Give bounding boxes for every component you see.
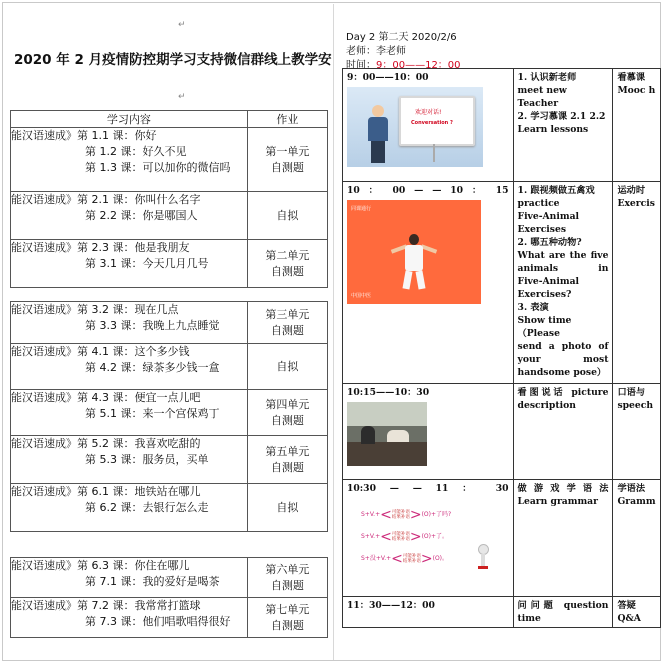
homework-cell: 第七单元 自测题 bbox=[247, 598, 327, 638]
homework-cell: 第五单元 自测题 bbox=[247, 436, 327, 484]
grammar-game-image bbox=[347, 500, 497, 582]
table-row: 能汉语速成》第 3.2 课：现在几点 第 3.3 课：我晚上九点睡觉 第三单元 自测题 bbox=[11, 302, 328, 344]
document-title: 2020 年 2 月疫情防控期学习支持微信群线上教学安 bbox=[14, 52, 332, 68]
homework-cell: 自拟 bbox=[247, 192, 327, 240]
table-row: 能汉语速成》第 5.2 课：我喜欢吃甜的 第 5.3 课：服务员，买单 第五单元 自测题 bbox=[11, 436, 328, 484]
table-row: 9：00——10：00 欢迎对话! Conversation ? 1. 认识新老师 meet new Teacher 2. 学习慕课 2.1 2.2 Learn lessons 看慕课 Mooc h bbox=[343, 69, 661, 182]
table-row: 11：30——12：00 问问题 question time 答疑 Q&A bbox=[343, 597, 661, 628]
paragraph-mark: ↵ bbox=[178, 20, 186, 30]
page-divider bbox=[333, 4, 334, 660]
homework-cell: 第六单元 自测题 bbox=[247, 558, 327, 598]
row-time: 10 ： 00 — — 10 ： 15 bbox=[347, 185, 509, 196]
table-row: 10 ： 00 — — 10 ： 15 同课通行 中国中医 1. 跟视频做五禽戏 practice Five-Animal Exercises 2. 哪五种动物? What are the five animals in Five-Animal Exercises? 3. 表演 Show time（Please send a photo of your most handsome pose） 运动时 Exercis bbox=[343, 182, 661, 384]
table-row: 能汉语速成》第 2.1 课：你叫什么名字 第 2.2 课：你是哪国人 自拟 bbox=[11, 192, 328, 240]
homework-cell: 自拟 bbox=[247, 484, 327, 532]
header-homework: 作业 bbox=[247, 111, 327, 128]
row-time: 10:15——10：30 bbox=[347, 387, 430, 398]
homework-cell: 第四单元 自测题 bbox=[247, 390, 327, 436]
homework-cell: 第二单元 自测题 bbox=[247, 240, 327, 288]
lesson-line: 第 1.3 课：可以加你的微信吗 bbox=[85, 161, 231, 174]
table-row: 能汉语速成》第 7.2 课：我常常打篮球 第 7.3 课：他们唱歌唱得很好 第七单元 自测题 bbox=[11, 598, 328, 638]
header-content: 学习内容 bbox=[11, 111, 248, 128]
lesson-line: 第 1.2 课：好久不见 bbox=[85, 145, 187, 158]
row-time: 10:30 — — 11 ： 30 bbox=[347, 483, 509, 494]
homework-cell: 自拟 bbox=[247, 344, 327, 390]
table-row: 能汉语速成》第 2.3 课：他是我朋友 第 3.1 课：今天几月几号 第二单元 自测题 bbox=[11, 240, 328, 288]
lesson-line: 能汉语速成》第 1.1 课：你好 bbox=[11, 129, 157, 142]
grammar-line: S+V.+<可能补语 结果补语>(O)+了吗? bbox=[361, 506, 452, 523]
homework-cell: 第一单元 自测题 bbox=[247, 128, 327, 192]
table-row bbox=[11, 128, 328, 192]
grammar-line: S+没+V.+<可能补语 结果补语>(O)。 bbox=[361, 550, 449, 567]
table-row: 能汉语速成》第 6.1 课：地铁站在哪儿 第 6.2 课：去银行怎么走 自拟 bbox=[11, 484, 328, 532]
classroom-photo bbox=[347, 402, 427, 466]
table-row: 能汉语速成》第 6.3 课：你住在哪儿 第 7.1 课：我的爱好是喝茶 第六单元 自测题 bbox=[11, 558, 328, 598]
teacher-label: 老师：李老师 bbox=[346, 46, 406, 57]
row-time: 9：00——10：00 bbox=[347, 72, 429, 83]
schedule-table bbox=[10, 110, 328, 638]
grammar-line: S+V.+<可能补语 结果补语>(O)+了。 bbox=[361, 528, 449, 545]
paragraph-mark: ↵ bbox=[178, 92, 186, 102]
time-label: 时间：9：00——12：00 bbox=[346, 60, 461, 71]
homework-cell: 第三单元 自测题 bbox=[247, 302, 327, 344]
table-row: 能汉语速成》第 4.1 课：这个多少钱 第 4.2 课：绿茶多少钱一盒 自拟 bbox=[11, 344, 328, 390]
row-time: 11：30——12：00 bbox=[347, 600, 435, 611]
figure-icon bbox=[473, 544, 491, 574]
teacher-slide-image: 欢迎对话! Conversation ? bbox=[347, 87, 483, 167]
table-row: 10:15——10：30 看图说话 picture description 口语与 speech bbox=[343, 384, 661, 480]
table-row: 10:30 — — 11 ： 30 S+V.+<可能补语 结果补语>(O)+了吗? S+V.+<可能补语 结果补语>(O)+了。 S+没+V.+<可能补语 结果补语>(O)。 做游戏学语法 Learn grammar 学语法 Gramm bbox=[343, 480, 661, 597]
day-label: Day 2 第二天 2020/2/6 bbox=[346, 32, 457, 43]
exercise-video-image: 同课通行 中国中医 bbox=[347, 200, 481, 304]
day-schedule-table bbox=[342, 68, 661, 628]
table-row: 能汉语速成》第 4.3 课：便宜一点儿吧 第 5.1 课：来一个宫保鸡丁 第四单元 自测题 bbox=[11, 390, 328, 436]
